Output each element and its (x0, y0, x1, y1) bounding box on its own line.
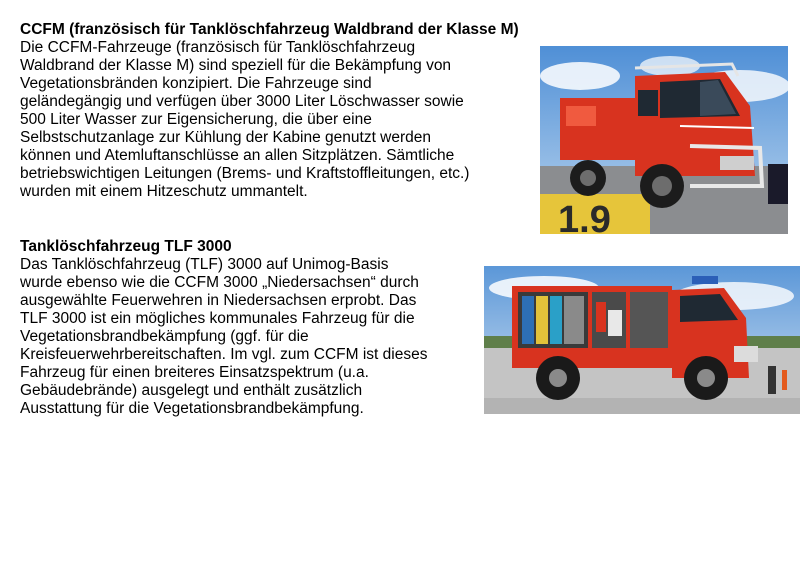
body-line: betriebswichtigen Leitungen (Brems- und Kraftstoffleitungen, etc.) (20, 165, 470, 182)
section-tlf-3000 (20, 238, 427, 418)
section-body-tlf-3000 (20, 256, 427, 418)
section-body-ccfm (20, 39, 519, 201)
body-line: Vegetationsbränden konzipiert. Die Fahrzeuge sind (20, 75, 372, 92)
body-line: wurde ebenso wie die CCFM 3000 „Niedersachsen“ durch (20, 274, 419, 291)
body-line: Die CCFM-Fahrzeuge (französisch für Tanklöschfahrzeug (20, 39, 416, 56)
body-line: geländegängig und verfügen über 3000 Liter Löschwasser sowie (20, 93, 464, 110)
body-line: Ausstattung für die Vegetationsbrandbekämpfung. (20, 400, 364, 417)
ccfm-truck-photo (540, 46, 788, 234)
body-line: Selbstschutzanlage zur Kühlung der Kabine genutzt werden (20, 129, 432, 146)
section-title-tlf-3000: Tanklöschfahrzeug TLF 3000 (20, 238, 232, 255)
body-line: Kreisfeuerwehrbereitschaften. Im vgl. zum CCFM ist dieses (20, 346, 428, 363)
body-line: Waldbrand der Klasse M) sind speziell für die Bekämpfung von (20, 57, 452, 74)
body-line: können und Atemluftanschlüsse an allen Sitzplätzen. Sämtliche (20, 147, 455, 164)
tlf-3000-truck-photo (484, 266, 800, 414)
body-line: Fahrzeug für einen breiteres Einsatzspektrum (u.a. (20, 364, 369, 381)
section-title-ccfm: CCFM (französisch für Tanklöschfahrzeug Waldbrand der Klasse M) (20, 21, 519, 38)
ground-marking: 1.9 (558, 199, 611, 234)
body-line: 500 Liter Wasser zur Eigensicherung, die über eine (20, 111, 372, 128)
section-ccfm (20, 21, 519, 201)
body-line: ausgewählte Feuerwehren in Niedersachsen erprobt. Das (20, 292, 417, 309)
body-line: Das Tanklöschfahrzeug (TLF) 3000 auf Unimog-Basis (20, 256, 389, 273)
body-line: wurden mit einem Hitzeschutz ummantelt. (20, 183, 308, 200)
body-line: Vegetationsbrandbekämpfung (ggf. für die (20, 328, 309, 345)
body-line: Gebäudebrände) ausgelegt und enthält zusätzlich (20, 382, 363, 399)
body-line: TLF 3000 ist ein mögliches kommunales Fahrzeug für die (20, 310, 415, 327)
